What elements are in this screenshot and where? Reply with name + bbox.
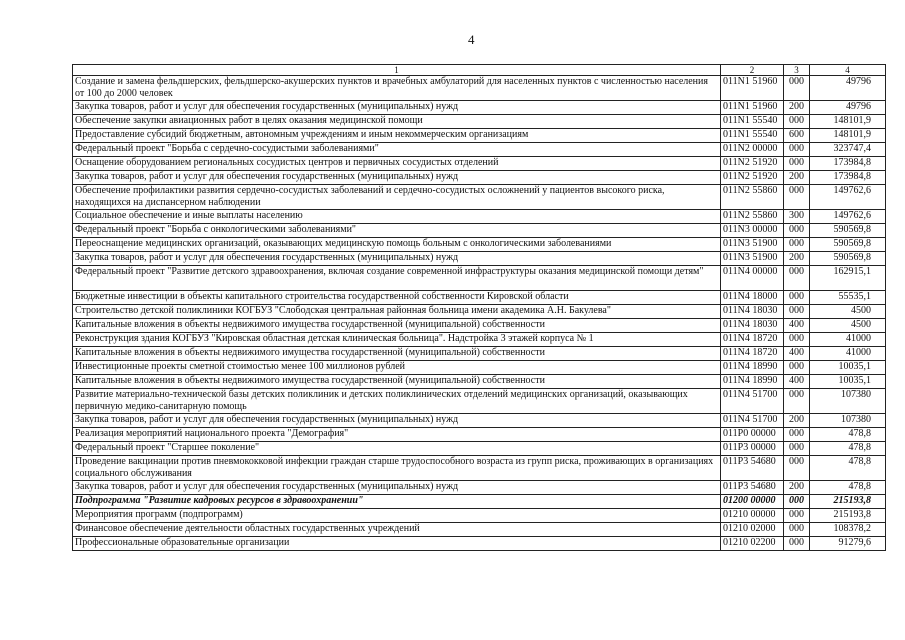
row-sum-cell: 323747,4 bbox=[810, 143, 886, 157]
row-name-cell: Проведение вакцинации против пневмококковой инфекции граждан старше трудоспособного возраста из групп риска, проживающих в организациях социального обслуживания bbox=[73, 456, 721, 481]
row-vr-cell: 000 bbox=[784, 428, 810, 442]
row-sum-cell: 215193,8 bbox=[810, 495, 886, 509]
row-vr-cell: 000 bbox=[784, 333, 810, 347]
row-vr-cell: 200 bbox=[784, 481, 810, 495]
row-code-cell: 011N4 18990 bbox=[721, 361, 784, 375]
row-sum-cell: 590569,8 bbox=[810, 224, 886, 238]
row-sum-cell: 4500 bbox=[810, 319, 886, 333]
table-row bbox=[73, 361, 886, 375]
table-row bbox=[73, 509, 886, 523]
table-row bbox=[73, 238, 886, 252]
row-vr-cell: 000 bbox=[784, 224, 810, 238]
table-row bbox=[73, 266, 886, 291]
row-name-cell: Закупка товаров, работ и услуг для обеспечения государственных (муниципальных) нужд bbox=[73, 101, 721, 115]
table-row bbox=[73, 456, 886, 481]
row-name-cell: Развитие материально-технической базы детских поликлиник и детских поликлинических отделений медицинских организаций, оказывающих первичную медико-санитарную помощь bbox=[73, 389, 721, 414]
row-name-cell: Закупка товаров, работ и услуг для обеспечения государственных (муниципальных) нужд bbox=[73, 481, 721, 495]
row-vr-cell: 000 bbox=[784, 389, 810, 414]
row-name-cell: Реконструкция здания КОГБУЗ "Кировская областная детская клиническая больница". Надстройка 3 этажей корпуса № 1 bbox=[73, 333, 721, 347]
row-vr-cell: 400 bbox=[784, 319, 810, 333]
row-vr-cell: 200 bbox=[784, 414, 810, 428]
table-row bbox=[73, 333, 886, 347]
table-row bbox=[73, 428, 886, 442]
row-code-cell: 011N3 51900 bbox=[721, 238, 784, 252]
row-vr-cell: 000 bbox=[784, 76, 810, 101]
row-vr-cell: 200 bbox=[784, 252, 810, 266]
row-sum-cell: 107380 bbox=[810, 414, 886, 428]
row-vr-cell: 000 bbox=[784, 238, 810, 252]
row-name-cell: Капитальные вложения в объекты недвижимого имущества государственной (муниципальной) собственности bbox=[73, 347, 721, 361]
table-row bbox=[73, 76, 886, 101]
row-vr-cell: 000 bbox=[784, 456, 810, 481]
row-sum-cell: 10035,1 bbox=[810, 361, 886, 375]
row-code-cell: 011P0 00000 bbox=[721, 428, 784, 442]
row-code-cell: 011N3 00000 bbox=[721, 224, 784, 238]
row-name-cell: Финансовое обеспечение деятельности областных государственных учреждений bbox=[73, 523, 721, 537]
row-sum-cell: 478,8 bbox=[810, 481, 886, 495]
table-row bbox=[73, 495, 886, 509]
table-row bbox=[73, 143, 886, 157]
row-code-cell: 011P3 54680 bbox=[721, 456, 784, 481]
table-row bbox=[73, 375, 886, 389]
table-row bbox=[73, 389, 886, 414]
row-vr-cell: 400 bbox=[784, 347, 810, 361]
row-vr-cell: 000 bbox=[784, 157, 810, 171]
row-code-cell: 011N1 55540 bbox=[721, 115, 784, 129]
row-code-cell: 011N4 18720 bbox=[721, 333, 784, 347]
row-vr-cell: 600 bbox=[784, 129, 810, 143]
table-row bbox=[73, 210, 886, 224]
page-number: 4 bbox=[468, 32, 475, 47]
row-vr-cell: 000 bbox=[784, 266, 810, 291]
row-name-cell: Бюджетные инвестиции в объекты капитального строительства государственной собственности Кировской области bbox=[73, 291, 721, 305]
row-vr-cell: 000 bbox=[784, 305, 810, 319]
row-code-cell: 011N2 00000 bbox=[721, 143, 784, 157]
row-name-cell: Подпрограмма "Развитие кадровых ресурсов в здравоохранении" bbox=[73, 495, 721, 509]
table-row bbox=[73, 129, 886, 143]
row-code-cell: 011N2 55860 bbox=[721, 210, 784, 224]
row-name-cell: Инвестиционные проекты сметной стоимостью менее 100 миллионов рублей bbox=[73, 361, 721, 375]
row-name-cell: Закупка товаров, работ и услуг для обеспечения государственных (муниципальных) нужд bbox=[73, 252, 721, 266]
row-code-cell: 011N4 18000 bbox=[721, 291, 784, 305]
row-code-cell: 011N1 55540 bbox=[721, 129, 784, 143]
row-name-cell: Мероприятия программ (подпрограмм) bbox=[73, 509, 721, 523]
table-row bbox=[73, 224, 886, 238]
row-code-cell: 011N1 51960 bbox=[721, 101, 784, 115]
row-name-cell: Закупка товаров, работ и услуг для обеспечения государственных (муниципальных) нужд bbox=[73, 171, 721, 185]
row-sum-cell: 149762,6 bbox=[810, 185, 886, 210]
row-code-cell: 011N2 51920 bbox=[721, 171, 784, 185]
row-sum-cell: 173984,8 bbox=[810, 157, 886, 171]
row-name-cell: Социальное обеспечение и иные выплаты населению bbox=[73, 210, 721, 224]
row-code-cell: 011N2 55860 bbox=[721, 185, 784, 210]
row-code-cell: 011N4 51700 bbox=[721, 389, 784, 414]
row-code-cell: 011N4 18030 bbox=[721, 319, 784, 333]
table-row bbox=[73, 347, 886, 361]
row-sum-cell: 173984,8 bbox=[810, 171, 886, 185]
table-row bbox=[73, 185, 886, 210]
row-name-cell: Закупка товаров, работ и услуг для обеспечения государственных (муниципальных) нужд bbox=[73, 414, 721, 428]
row-vr-cell: 000 bbox=[784, 185, 810, 210]
row-name-cell: Реализация мероприятий национального проекта "Демография" bbox=[73, 428, 721, 442]
row-sum-cell: 149762,6 bbox=[810, 210, 886, 224]
row-name-cell: Капитальные вложения в объекты недвижимого имущества государственной (муниципальной) собственности bbox=[73, 375, 721, 389]
row-code-cell: 011P3 54680 bbox=[721, 481, 784, 495]
row-name-cell: Переоснащение медицинских организаций, оказывающих медицинскую помощь больным с онкологическими заболеваниями bbox=[73, 238, 721, 252]
table-row bbox=[73, 523, 886, 537]
row-vr-cell: 000 bbox=[784, 143, 810, 157]
row-code-cell: 011N2 51920 bbox=[721, 157, 784, 171]
row-sum-cell: 148101,9 bbox=[810, 129, 886, 143]
row-vr-cell: 000 bbox=[784, 537, 810, 551]
table-row bbox=[73, 305, 886, 319]
row-vr-cell: 400 bbox=[784, 375, 810, 389]
row-vr-cell: 000 bbox=[784, 361, 810, 375]
row-vr-cell: 200 bbox=[784, 101, 810, 115]
row-sum-cell: 41000 bbox=[810, 347, 886, 361]
row-sum-cell: 478,8 bbox=[810, 442, 886, 456]
row-code-cell: 011N4 51700 bbox=[721, 414, 784, 428]
row-name-cell: Федеральный проект "Борьба с онкологическими заболеваниями" bbox=[73, 224, 721, 238]
column-header-2: 2 bbox=[721, 65, 784, 76]
row-name-cell: Строительство детской поликлиники КОГБУЗ "Слободская центральная районная больница имени академика А.Н. Бакулева" bbox=[73, 305, 721, 319]
row-sum-cell: 49796 bbox=[810, 76, 886, 101]
row-name-cell: Федеральный проект "Старшее поколение" bbox=[73, 442, 721, 456]
row-code-cell: 011P3 00000 bbox=[721, 442, 784, 456]
row-vr-cell: 000 bbox=[784, 523, 810, 537]
table-row bbox=[73, 319, 886, 333]
row-sum-cell: 41000 bbox=[810, 333, 886, 347]
header-row bbox=[73, 65, 886, 76]
table-row bbox=[73, 481, 886, 495]
row-code-cell: 01210 02200 bbox=[721, 537, 784, 551]
row-vr-cell: 000 bbox=[784, 509, 810, 523]
row-sum-cell: 215193,8 bbox=[810, 509, 886, 523]
column-header-4: 4 bbox=[810, 65, 886, 76]
table-row bbox=[73, 157, 886, 171]
row-sum-cell: 590569,8 bbox=[810, 252, 886, 266]
row-sum-cell: 108378,2 bbox=[810, 523, 886, 537]
budget-table bbox=[72, 64, 886, 551]
row-code-cell: 01210 00000 bbox=[721, 509, 784, 523]
table-body bbox=[73, 65, 886, 551]
row-vr-cell: 000 bbox=[784, 115, 810, 129]
row-sum-cell: 478,8 bbox=[810, 456, 886, 481]
row-name-cell: Предоставление субсидий бюджетным, автономным учреждениям и иным некоммерческим организациям bbox=[73, 129, 721, 143]
table-row bbox=[73, 291, 886, 305]
row-sum-cell: 148101,9 bbox=[810, 115, 886, 129]
row-code-cell: 011N4 18030 bbox=[721, 305, 784, 319]
row-name-cell: Обеспечение закупки авиационных работ в целях оказания медицинской помощи bbox=[73, 115, 721, 129]
row-name-cell: Федеральный проект "Борьба с сердечно-сосудистыми заболеваниями" bbox=[73, 143, 721, 157]
row-sum-cell: 55535,1 bbox=[810, 291, 886, 305]
row-code-cell: 011N4 00000 bbox=[721, 266, 784, 291]
row-sum-cell: 49796 bbox=[810, 101, 886, 115]
row-name-cell: Федеральный проект "Развитие детского здравоохранения, включая создание современной инфраструктуры оказания медицинской помощи детям" bbox=[73, 266, 721, 291]
row-code-cell: 01210 02000 bbox=[721, 523, 784, 537]
table-row bbox=[73, 414, 886, 428]
table-row bbox=[73, 252, 886, 266]
column-header-3: 3 bbox=[784, 65, 810, 76]
column-header-1: 1 bbox=[73, 65, 721, 76]
table-row bbox=[73, 171, 886, 185]
row-code-cell: 01200 00000 bbox=[721, 495, 784, 509]
row-sum-cell: 10035,1 bbox=[810, 375, 886, 389]
row-sum-cell: 162915,1 bbox=[810, 266, 886, 291]
row-name-cell: Оснащение оборудованием региональных сосудистых центров и первичных сосудистых отделений bbox=[73, 157, 721, 171]
row-vr-cell: 000 bbox=[784, 442, 810, 456]
row-vr-cell: 000 bbox=[784, 495, 810, 509]
table-row bbox=[73, 537, 886, 551]
table-row bbox=[73, 101, 886, 115]
row-code-cell: 011N4 18720 bbox=[721, 347, 784, 361]
row-vr-cell: 300 bbox=[784, 210, 810, 224]
row-sum-cell: 91279,6 bbox=[810, 537, 886, 551]
row-sum-cell: 478,8 bbox=[810, 428, 886, 442]
table-row bbox=[73, 442, 886, 456]
table-row bbox=[73, 115, 886, 129]
row-name-cell: Профессиональные образовательные организации bbox=[73, 537, 721, 551]
row-sum-cell: 107380 bbox=[810, 389, 886, 414]
row-name-cell: Капитальные вложения в объекты недвижимого имущества государственной (муниципальной) собственности bbox=[73, 319, 721, 333]
row-code-cell: 011N4 18990 bbox=[721, 375, 784, 389]
row-name-cell: Создание и замена фельдшерских, фельдшерско-акушерских пунктов и врачебных амбулаторий для населенных пунктов с численностью населения от 100 до 2000 человек bbox=[73, 76, 721, 101]
row-code-cell: 011N1 51960 bbox=[721, 76, 784, 101]
row-vr-cell: 200 bbox=[784, 171, 810, 185]
row-sum-cell: 4500 bbox=[810, 305, 886, 319]
row-vr-cell: 000 bbox=[784, 291, 810, 305]
row-sum-cell: 590569,8 bbox=[810, 238, 886, 252]
row-code-cell: 011N3 51900 bbox=[721, 252, 784, 266]
row-name-cell: Обеспечение профилактики развития сердечно-сосудистых заболеваний и сердечно-сосудистых осложнений у пациентов высокого риска, находящихся на диспансерном наблюдении bbox=[73, 185, 721, 210]
